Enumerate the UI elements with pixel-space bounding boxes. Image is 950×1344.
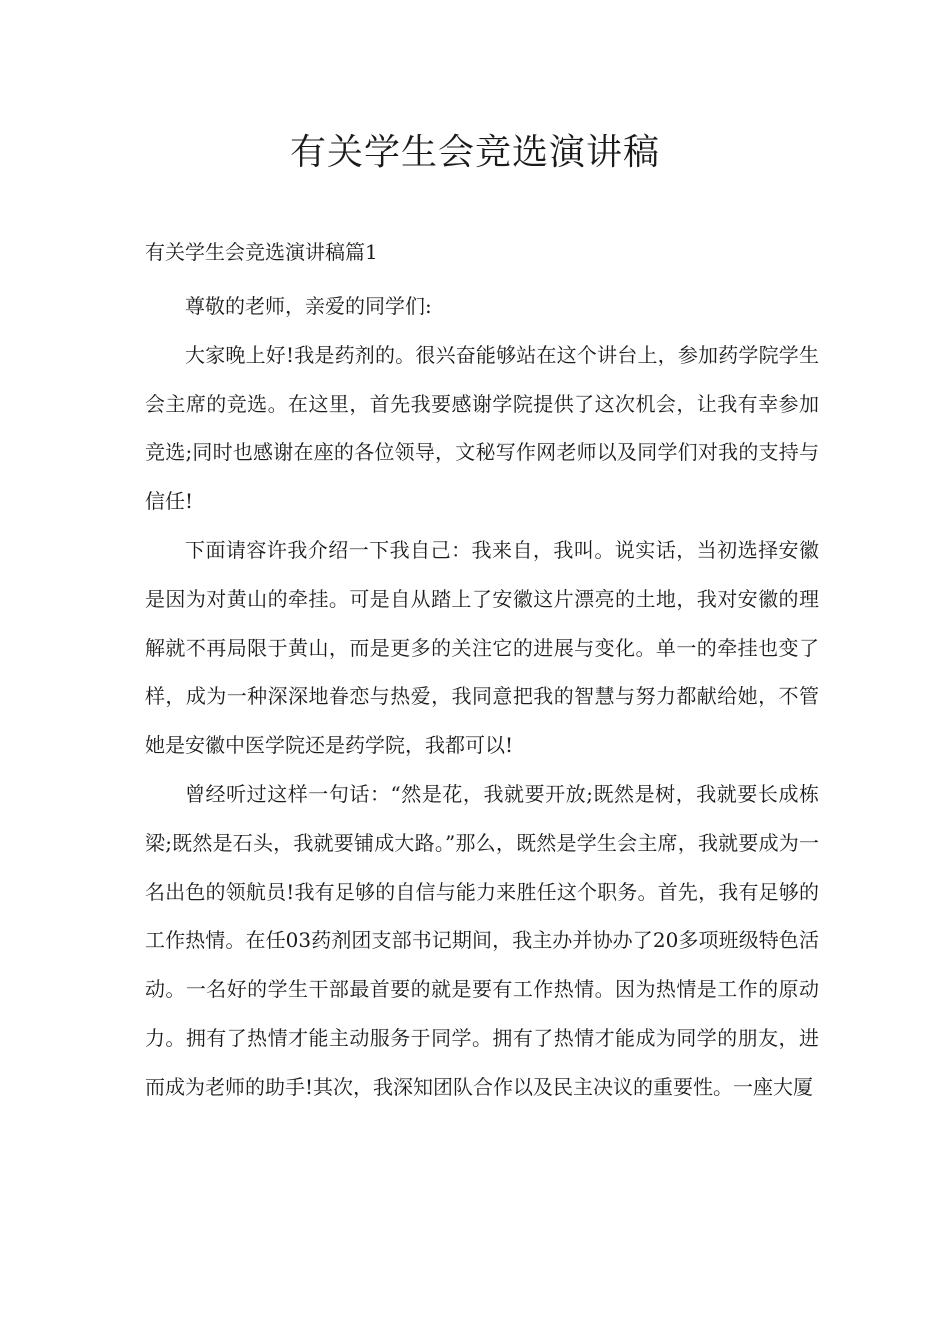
paragraph-greeting: 尊敬的老师，亲爱的同学们:	[185, 294, 432, 318]
body-text	[145, 282, 819, 1112]
paragraph-introduction: 大家晚上好!我是药剂的。很兴奋能够站在这个讲台上，参加药学院学生会主席的竞选。在这里，首先我要感谢学院提供了这次机会，让我有幸参加竞选;同时也感谢在座的各位领导，文秘写作网老师以及同学们对我的支持与信任!	[145, 342, 819, 514]
section-heading: 有关学生会竞选演讲稿篇1	[145, 240, 378, 264]
paragraph-self-introduction: 下面请容许我介绍一下我自己：我来自，我叫。说实话，当初选择安徽是因为对黄山的牵挂。可是自从踏上了安徽这片漂亮的土地，我对安徽的理解就不再局限于黄山，而是更多的关注它的进展与变化。单一的牵挂也变了样，成为一种深深地眷恋与热爱，我同意把我的智慧与努力都献给她，不管她是安徽中医学院还是药学院，我都可以!	[145, 537, 819, 758]
paragraph-qualifications: 曾经听过这样一句话：“然是花，我就要开放;既然是树，我就要长成栋梁;既然是石头，我就要铺成大路。”那么，既然是学生会主席，我就要成为一名出色的领航员!我有足够的自信与能力来胜任这个职务。首先，我有足够的工作热情。在任03药剂团支部书记期间，我主办并协办了20多项班级特色活动。一名好的学生干部最首要的就是要有工作热情。因为热情是工作的原动力。拥有了热情才能主动服务于同学。拥有了热情才能成为同学的朋友，进而成为老师的助手!其次，我深知团队合作以及民主决议的重要性。一座大厦	[145, 781, 819, 1099]
document-title: 有关学生会竞选演讲稿	[289, 132, 660, 173]
